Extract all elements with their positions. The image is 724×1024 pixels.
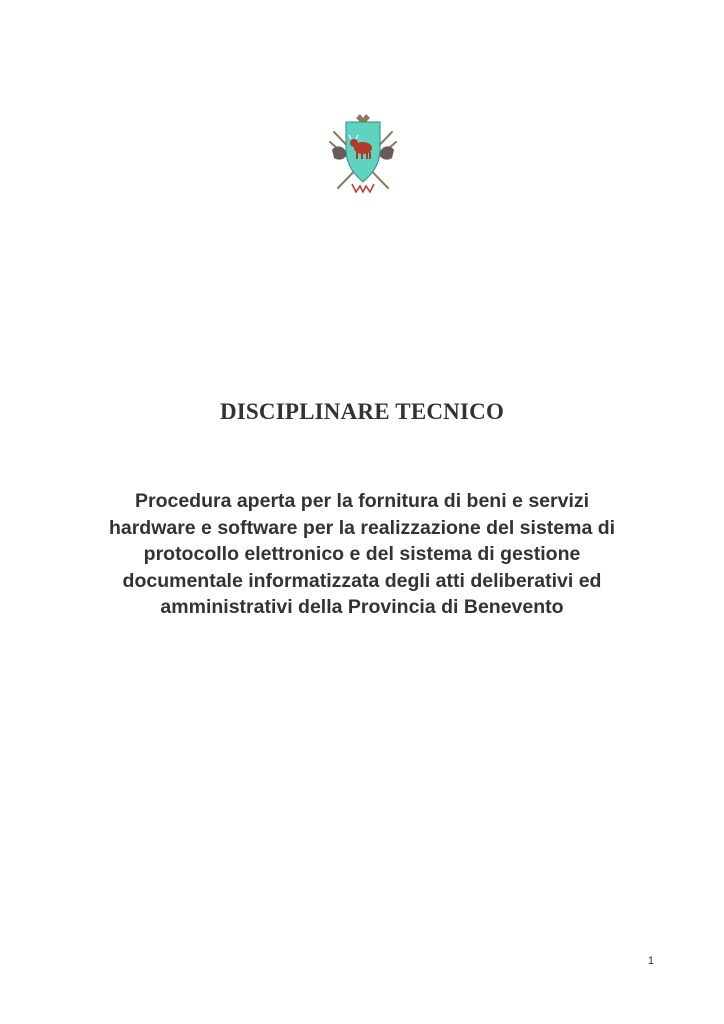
provincia-coat-of-arms-icon [326, 112, 400, 194]
page-number: 1 [647, 955, 654, 967]
subtitle-line: protocollo elettronico e del sistema di gestione [143, 543, 581, 565]
subtitle-line: amministrativi della Provincia di Benevento [160, 596, 564, 618]
subtitle-line: documentale informatizzata degli atti deliberativi ed [122, 569, 602, 592]
subtitle-line: Procedura aperta per la fornitura di beni e servizi [134, 490, 590, 512]
document-subtitle [60, 488, 664, 621]
subtitle-line: hardware e software per la realizzazione del sistema di [108, 516, 616, 539]
document-title: DISCIPLINARE TECNICO [219, 399, 505, 424]
